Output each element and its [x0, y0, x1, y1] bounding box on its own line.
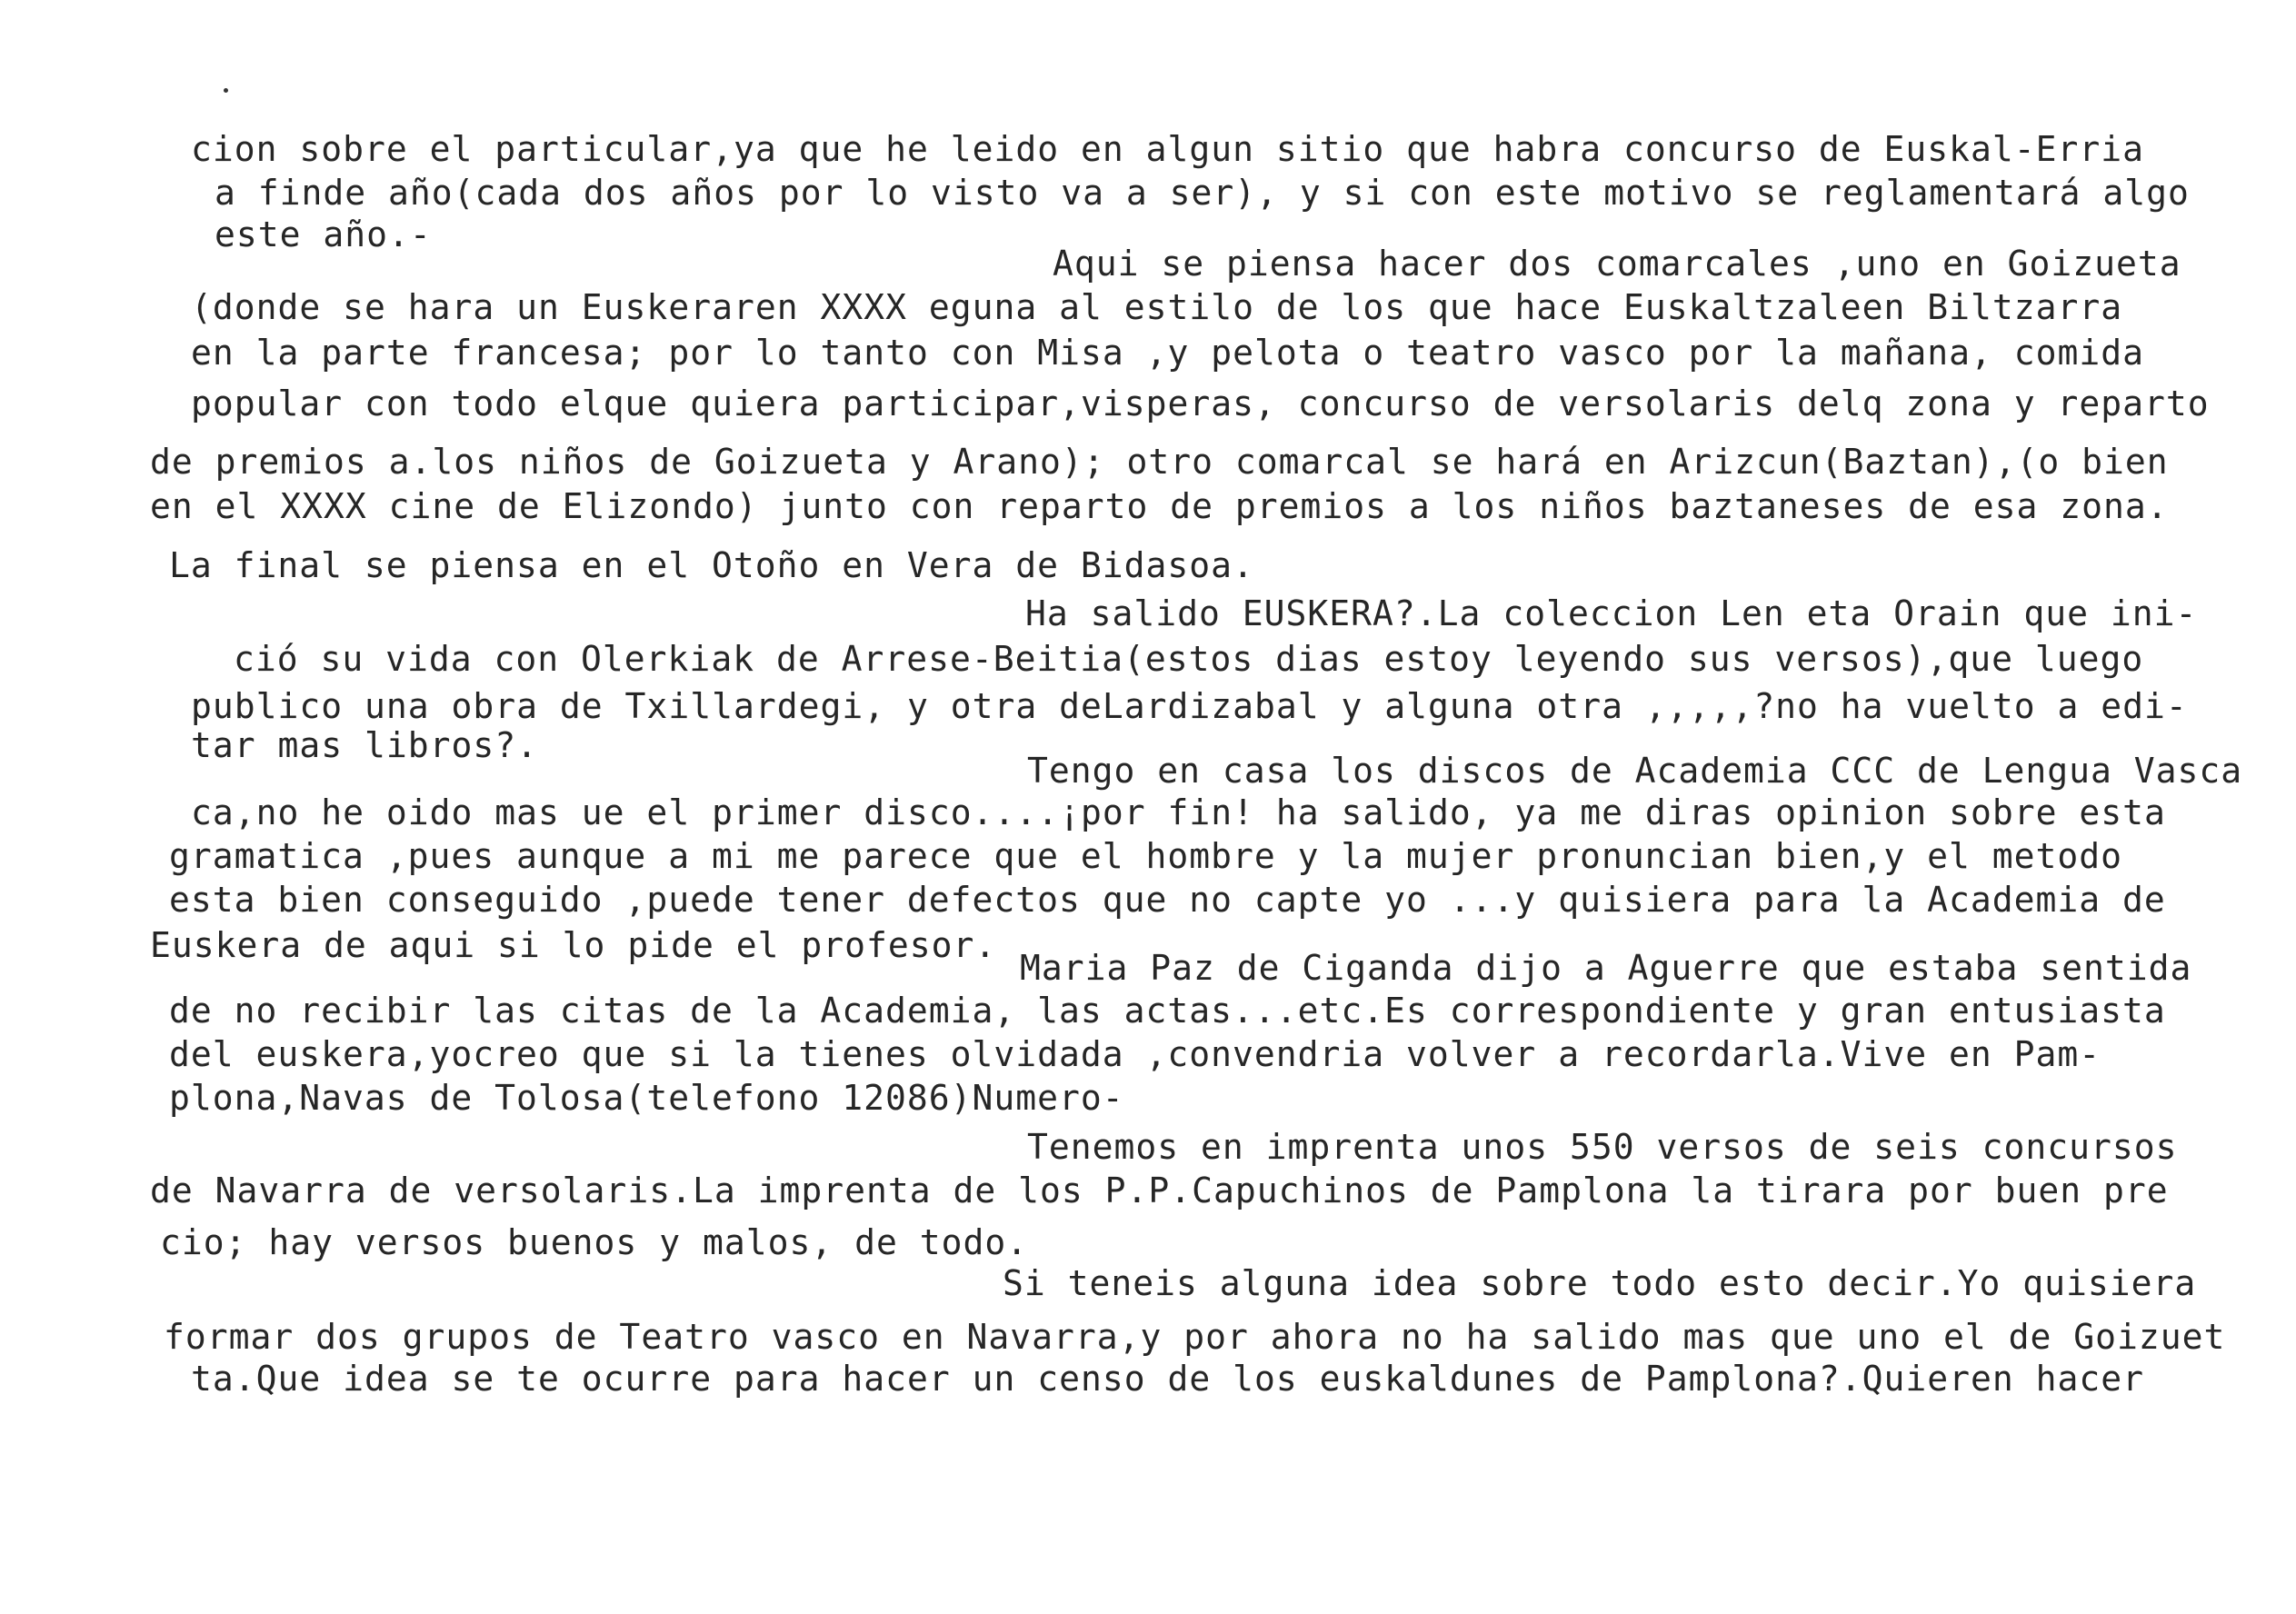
- text-line: de Navarra de versolaris.La imprenta de los P.P.Capuchinos de Pamplona la tirara por buen pre: [150, 1171, 2169, 1210]
- text-line: a finde año(cada dos años por lo visto va a ser), y si con este motivo se reglamentará algo: [215, 173, 2190, 213]
- text-line: de premios a.los niños de Goizueta y Arano); otro comarcal se hará en Arizcun(Baztan),(o bien: [150, 442, 2169, 482]
- text-line: plona,Navas de Tolosa(telefono 12086)Numero-: [169, 1078, 1124, 1118]
- text-line: ta.Que idea se te ocurre para hacer un censo de los euskaldunes de Pamplona?.Quieren hacer: [191, 1359, 2145, 1399]
- text-line: de no recibir las citas de la Academia, las actas...etc.Es correspondiente y gran entusiasta: [169, 991, 2166, 1031]
- text-line: cio; hay versos buenos y malos, de todo.: [160, 1222, 1029, 1262]
- text-line: popular con todo elque quiera participar,visperas, concurso de versolaris delq zona y reparto: [191, 384, 2210, 423]
- text-line: Tengo en casa los discos de Academia CCC de Lengua Vasca: [1027, 751, 2243, 791]
- text-line: tar mas libros?.: [191, 725, 539, 765]
- text-line: (donde se hara un Euskeraren XXXX eguna al estilo de los que hace Euskaltzaleen Biltzarra: [191, 287, 2123, 327]
- text-line: ca,no he oido mas ue el primer disco....¡por fin! ha salido, ya me diras opinion sobre esta: [191, 792, 2166, 832]
- text-line: esta bien conseguido ,puede tener defectos que no capte yo ...y quisiera para la Academia de: [169, 880, 2166, 920]
- text-line: ció su vida con Olerkiak de Arrese-Beitia(estos dias estoy leyendo sus versos),que luego: [234, 639, 2144, 679]
- text-line: del euskera,yocreo que si la tienes olvidada ,convendria volver a recordarla.Vive en Pam-: [169, 1034, 2101, 1074]
- text-line: Tenemos en imprenta unos 550 versos de seis concursos: [1027, 1127, 2178, 1167]
- text-line: formar dos grupos de Teatro vasco en Navarra,y por ahora no ha salido mas que uno el de Goizuet: [164, 1317, 2226, 1357]
- text-line: este año.-: [215, 214, 432, 254]
- text-line: Aqui se piensa hacer dos comarcales ,uno en Goizueta: [1053, 244, 2181, 284]
- text-line: Maria Paz de Ciganda dijo a Aguerre que estaba sentida: [1020, 948, 2192, 988]
- text-line: Euskera de aqui si lo pide el profesor.: [150, 925, 997, 965]
- text-line: Si teneis alguna idea sobre todo esto decir.Yo quisiera: [1003, 1263, 2197, 1303]
- text-line: publico una obra de Txillardegi, y otra deLardizabal y alguna otra ,,,,,?no ha vuelto a edi-: [191, 686, 2188, 726]
- text-line: en la parte francesa; por lo tanto con Misa ,y pelota o teatro vasco por la mañana, comida: [191, 333, 2145, 373]
- text-line: gramatica ,pues aunque a mi me parece que el hombre y la mujer pronuncian bien,y el metodo: [169, 836, 2123, 876]
- text-line: cion sobre el particular,ya que he leido en algun sitio que habra concurso de Euskal-Erria: [191, 129, 2145, 169]
- ink-speck: [224, 88, 228, 93]
- text-line: Ha salido EUSKERA?.La coleccion Len eta Orain que ini-: [1025, 593, 2198, 633]
- text-line: La final se piensa en el Otoño en Vera de Bidasoa.: [169, 545, 1254, 585]
- text-line: en el XXXX cine de Elizondo) junto con reparto de premios a los niños baztaneses de esa zona.: [150, 486, 2169, 526]
